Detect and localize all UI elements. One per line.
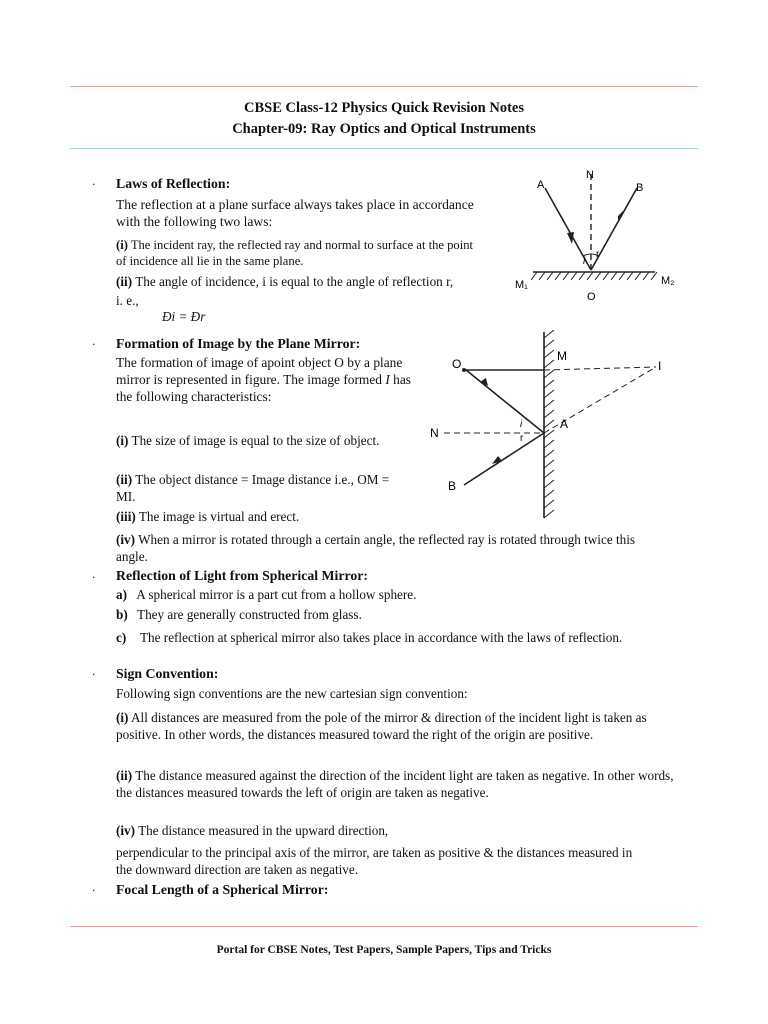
label-b2: B (448, 479, 457, 493)
bullet: · (92, 338, 96, 351)
mirror-to-image-line (544, 367, 656, 370)
bullet: · (92, 178, 96, 191)
plane-mirror-heading: Formation of Image by the Plane Mirror: (116, 336, 361, 351)
c4-label: (iv) (116, 532, 136, 547)
reflection-diagram (505, 160, 685, 310)
label-n2: N (430, 426, 439, 440)
p1-label: (i) (116, 710, 129, 725)
law-1-text: The incident ray, the reflected ray and normal to surface at the point of incidence all lie in the same plane. (116, 238, 474, 268)
reflection-law-2 (116, 272, 461, 310)
sign-intro: Following sign conventions are the new cartesian sign convention: (116, 686, 468, 701)
spherical-item-b (116, 606, 362, 623)
chapter-title: Chapter-09: Ray Optics and Optical Instruments (232, 121, 536, 137)
reflection-formula: Ði = Ðr (162, 309, 206, 324)
c3-text: The image is virtual and erect. (138, 509, 300, 524)
label-m2: M₂ (661, 275, 675, 287)
plane-mirror-hatching (544, 330, 554, 518)
characteristic-3 (116, 508, 299, 525)
plane-mirror-intro (116, 354, 426, 405)
sign-point-3 (116, 822, 388, 839)
p1-text: All distances are measured from the pole of the mirror & direction of the incident light is taken as positive. In other words, the distances measured toward the right of the origin are positive. (116, 710, 647, 742)
label-b: B (636, 182, 644, 194)
label-image-i: I (658, 359, 662, 373)
bullet: · (92, 668, 96, 681)
focal-length-heading: Focal Length of a Spherical Mirror: (116, 882, 329, 897)
sign-point-2 (116, 767, 676, 801)
characteristic-1 (116, 432, 381, 449)
p2-text: The distance measured against the direction of the incident light are taken as negative. In other words, the distances measured towards the left of origin are taken as negative. (116, 768, 674, 800)
label-a: A (537, 179, 545, 191)
laws-of-reflection-heading: Laws of Reflection: (116, 176, 231, 191)
item-text: A spherical mirror is a part cut from a hollow sphere. (136, 587, 417, 602)
label-n: N (586, 169, 594, 181)
label-m: M (557, 349, 567, 363)
item-text: The reflection at spherical mirror also takes place in accordance with the laws of reflection. (140, 630, 623, 645)
document-header (0, 98, 768, 140)
characteristic-2 (116, 471, 396, 505)
sign-point-1 (116, 709, 676, 743)
c4-text: When a mirror is rotated through a certain angle, the reflected ray is rotated through twice this angle. (116, 532, 636, 564)
sign-point-3-continued: perpendicular to the principal axis of the mirror, are taken as positive & the distances measured in the downward direction are taken as negative. (116, 845, 633, 877)
label-o2: O (452, 357, 462, 371)
p3-label: (iv) (116, 823, 136, 838)
label-o: O (587, 291, 596, 303)
item-text: They are generally constructed from glass. (137, 607, 362, 622)
item-marker: c) (116, 630, 127, 645)
item-marker: a) (116, 587, 127, 602)
document-title: CBSE Class-12 Physics Quick Revision Notes (244, 100, 524, 116)
intro-part-a: The formation of image of apoint object O by a plane mirror is represented in figure. The image formed (116, 355, 403, 387)
sign-convention-heading: Sign Convention: (116, 666, 219, 681)
intro-part-b: has the following characteristics: (116, 372, 412, 404)
reflection-law-1 (116, 237, 481, 269)
mirror-hatching (531, 272, 657, 280)
spherical-item-c (116, 629, 676, 646)
item-marker: b) (116, 607, 128, 622)
top-rule (70, 86, 698, 87)
label-i: i (583, 256, 586, 267)
label-m1: M₁ (515, 279, 528, 291)
c3-label: (iii) (116, 509, 136, 524)
law-2-label: (ii) (116, 274, 133, 289)
p3-text: The distance measured in the upward direction, (138, 823, 389, 838)
object-point (462, 368, 466, 372)
c2-text: The object distance = Image distance i.e., OM = MI. (116, 472, 390, 504)
label-a2: A (560, 417, 569, 431)
page-footer: Portal for CBSE Notes, Test Papers, Sample Papers, Tips and Tricks (216, 944, 552, 956)
bullet: · (92, 884, 96, 897)
c1-text: The size of image is equal to the size of object. (131, 433, 380, 448)
label-i2: i (520, 419, 523, 430)
plane-mirror-diagram (430, 330, 680, 520)
reflected-ray-2 (466, 370, 544, 433)
spherical-item-a (116, 586, 416, 603)
label-r2: r (520, 433, 524, 444)
characteristic-4 (116, 531, 656, 565)
law-2-text: The angle of incidence, i is equal to the angle of reflection r, i. e., (116, 274, 454, 308)
law-1-label: (i) (116, 238, 128, 252)
bottom-rule (70, 926, 698, 927)
bullet: · (92, 571, 96, 584)
p2-label: (ii) (116, 768, 133, 783)
c2-label: (ii) (116, 472, 133, 487)
reflection-intro: The reflection at a plane surface always takes place in accordance with the following two laws: (116, 197, 474, 229)
spherical-mirror-heading: Reflection of Light from Spherical Mirror: (116, 568, 368, 583)
c1-label: (i) (116, 433, 129, 448)
label-r: r (596, 249, 600, 260)
incident-ray-2 (464, 433, 544, 485)
incident-arrow (567, 232, 574, 244)
header-rule (70, 148, 698, 149)
intro-image-symbol: I (385, 372, 390, 387)
